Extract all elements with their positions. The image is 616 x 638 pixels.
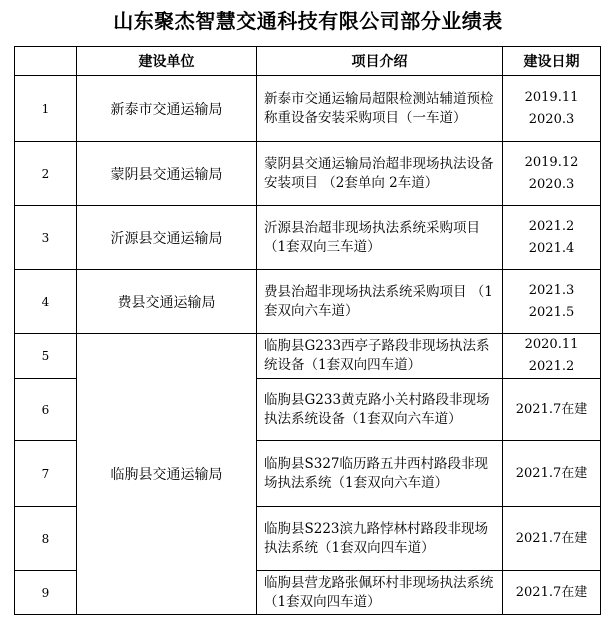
row-date: 2021.7在建 [503,379,601,441]
row-date [503,334,601,379]
row-number: 1 [15,76,77,142]
date-end: 2021.4 [528,240,575,256]
row-project: 新泰市交通运输局超限检测站辅道预检称重设备安装采购项目（一车道） [257,76,503,142]
header-project: 项目介绍 [257,47,503,76]
row-number: 5 [15,334,77,379]
date-start: 2020.11 [524,337,579,352]
row-project: 临朐县S223滨九路悖林村路段非现场执法系统（1套双向四车道） [257,507,503,571]
header-unit: 建设单位 [77,47,257,76]
row-project: 费县治超非现场执法系统采购项目 （1套双向六车道） [257,270,503,334]
header-date: 建设日期 [503,47,601,76]
row-unit: 沂源县交通运输局 [77,206,257,270]
date-start: 2019.11 [524,89,579,105]
date-end: 2020.3 [528,111,575,127]
row-number: 3 [15,206,77,270]
row-project: 沂源县治超非现场执法系统采购项目 （1套双向三车道） [257,206,503,270]
date-start: 2021.3 [528,282,575,298]
row-unit: 新泰市交通运输局 [77,76,257,142]
header-no [15,47,77,76]
table-row [15,76,601,142]
row-project: 临朐县营龙路张佩环村非现场执法系统（1套双向四车道） [257,571,503,615]
performance-table [14,46,601,615]
table-row [15,206,601,270]
row-date [503,142,601,206]
date-end: 2020.3 [528,176,575,192]
row-project: 蒙阴县交通运输局治超非现场执法设备安装项目 （2套单向 2车道） [257,142,503,206]
row-project: 临朐县S327临历路五井西村路段非现场执法系统（1套双向六车道） [257,441,503,507]
header-row [15,47,601,76]
row-date: 2021.7在建 [503,507,601,571]
row-unit: 蒙阴县交通运输局 [77,142,257,206]
row-number: 8 [15,507,77,571]
row-date: 2021.7在建 [503,571,601,615]
row-number: 7 [15,441,77,507]
row-number: 4 [15,270,77,334]
row-number: 2 [15,142,77,206]
table-row [15,270,601,334]
row-project: 临朐县G233西亭子路段非现场执法系统设备（1套双向四车道） [257,334,503,379]
table-row [15,334,601,379]
table-title: 山东聚杰智慧交通科技有限公司部分业绩表 [113,9,503,33]
date-end: 2021.2 [528,359,575,374]
row-number: 9 [15,571,77,615]
date-end: 2021.5 [528,304,575,320]
date-start: 2019.12 [524,154,579,170]
table-row [15,142,601,206]
date-start: 2021.2 [528,218,575,234]
row-date [503,76,601,142]
row-date: 2021.7在建 [503,441,601,507]
row-date [503,206,601,270]
row-unit: 费县交通运输局 [77,270,257,334]
row-project: 临朐县G233黄克路小关村路段非现场执法系统设备（1套双向六车道） [257,379,503,441]
row-unit: 临朐县交通运输局 [77,334,257,615]
row-date [503,270,601,334]
row-number: 6 [15,379,77,441]
